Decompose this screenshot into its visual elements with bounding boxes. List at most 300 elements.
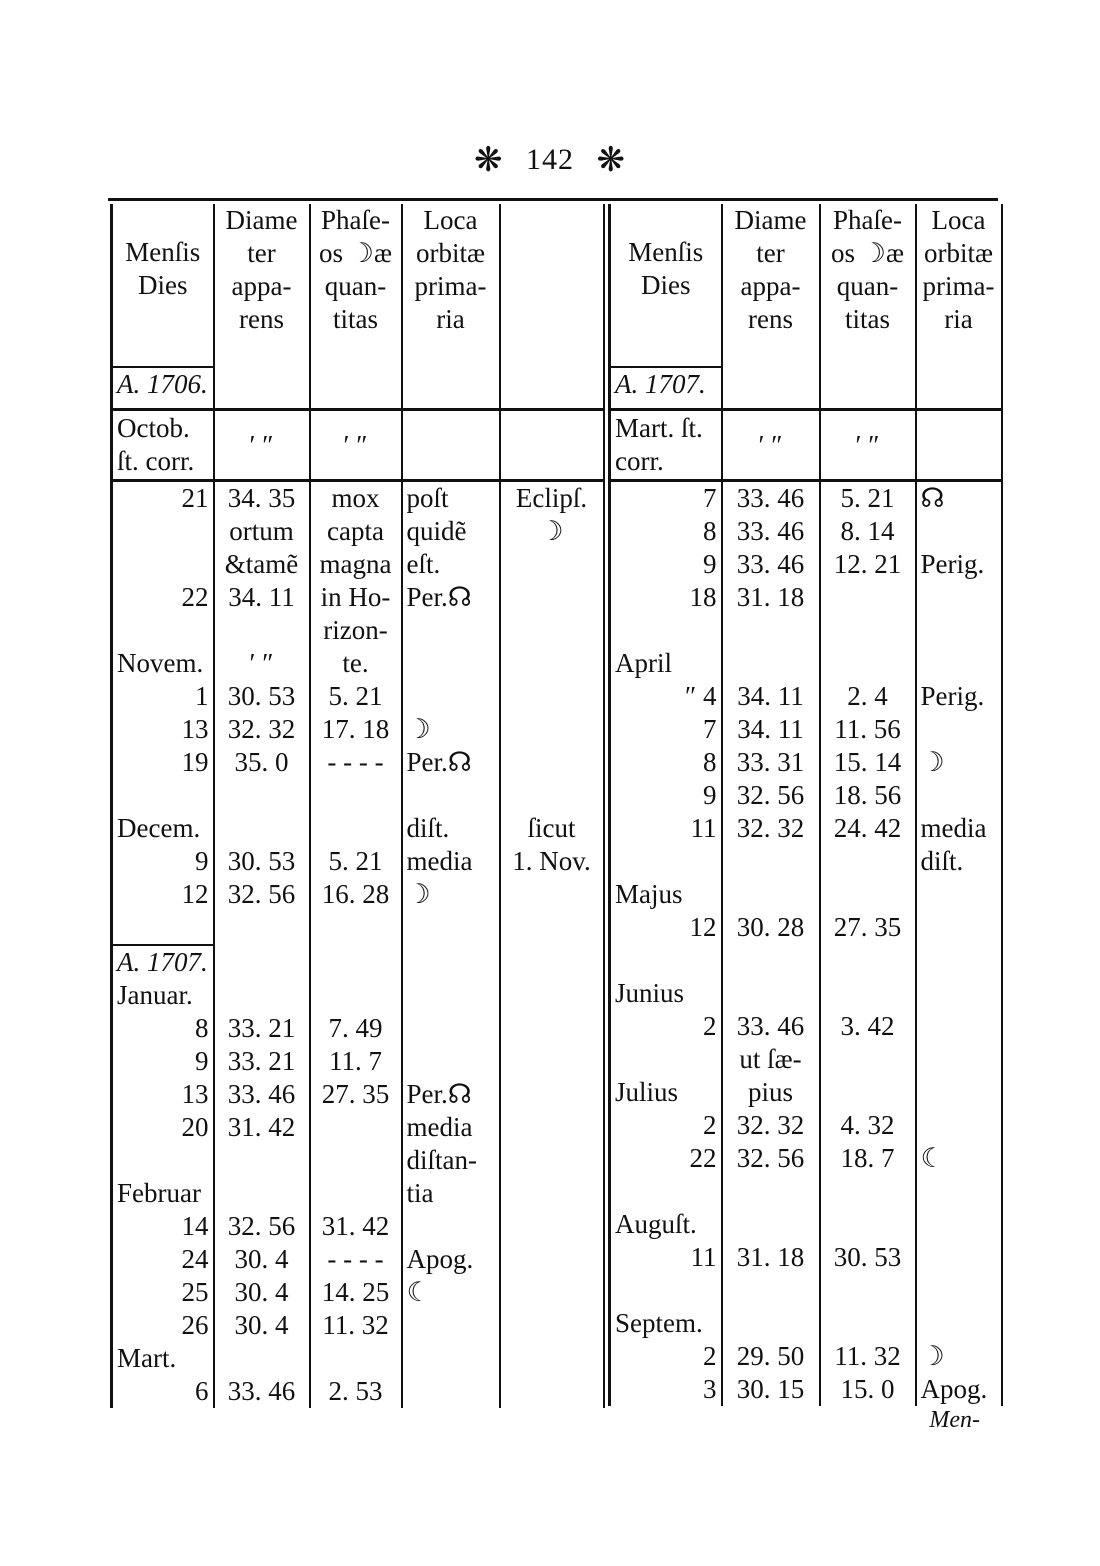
table-row	[112, 1243, 604, 1276]
day-cell: Decem.	[112, 812, 214, 845]
header-cell	[500, 204, 604, 367]
table-row	[610, 1307, 1002, 1340]
day-cell: 11	[610, 1241, 722, 1274]
orbit-location-cell: Perig.	[916, 548, 1002, 581]
phase-cell	[310, 1342, 402, 1375]
note-cell	[500, 1276, 604, 1309]
diameter-cell: 30. 4	[214, 1276, 310, 1309]
diameter-cell	[214, 779, 310, 812]
day-cell: Januar.	[112, 979, 214, 1012]
day-cell	[610, 1043, 722, 1076]
orbit-location-cell	[916, 1175, 1002, 1208]
table-row	[610, 1076, 1002, 1109]
orbit-location-cell	[402, 614, 500, 647]
day-cell	[112, 548, 214, 581]
diameter-cell: 32. 32	[214, 713, 310, 746]
phase-cell: te.	[310, 647, 402, 680]
orbit-location-cell	[916, 1010, 1002, 1043]
phase-cell: 11. 32	[310, 1309, 402, 1342]
diameter-cell: 30. 28	[722, 911, 820, 944]
orbit-location-cell	[916, 1043, 1002, 1076]
units-mark: ′ ″	[722, 410, 820, 481]
diameter-cell: 31. 18	[722, 1241, 820, 1274]
units-mark: ′ ″	[310, 410, 402, 481]
diameter-cell	[722, 1175, 820, 1208]
day-cell: 21	[112, 481, 214, 516]
diameter-cell: 33. 46	[722, 1010, 820, 1043]
table-row	[112, 1012, 604, 1045]
note-cell	[500, 1144, 604, 1177]
table-row	[112, 1078, 604, 1111]
diameter-cell: 32. 56	[214, 1210, 310, 1243]
day-cell: 18	[610, 581, 722, 614]
header-cell: Diame ter appa- rens	[722, 204, 820, 367]
orbit-location-cell	[916, 1274, 1002, 1307]
phase-cell: 14. 25	[310, 1276, 402, 1309]
diameter-cell: 34. 35	[214, 481, 310, 516]
note-cell	[500, 614, 604, 647]
page-header	[0, 140, 1100, 180]
table-row	[610, 647, 1002, 680]
diameter-cell: 33. 21	[214, 1012, 310, 1045]
orbit-location-cell	[916, 581, 1002, 614]
day-cell	[610, 845, 722, 878]
orbit-location-cell	[402, 1210, 500, 1243]
table-row	[610, 1373, 1002, 1406]
units-row	[112, 410, 604, 481]
note-cell	[500, 1012, 604, 1045]
phase-cell: 2. 53	[310, 1375, 402, 1408]
table-row	[112, 746, 604, 779]
note-cell	[500, 779, 604, 812]
phase-cell: 18. 7	[820, 1142, 916, 1175]
orbit-location-cell: ☾	[402, 1276, 500, 1309]
note-cell	[500, 647, 604, 680]
orbit-location-cell	[402, 779, 500, 812]
phase-cell	[820, 1076, 916, 1109]
table-row	[610, 1142, 1002, 1175]
orbit-location-cell	[916, 1307, 1002, 1340]
note-cell	[500, 1111, 604, 1144]
table-row	[610, 515, 1002, 548]
orbit-location-cell	[402, 1342, 500, 1375]
orbit-location-cell	[916, 1076, 1002, 1109]
table-row	[112, 845, 604, 878]
orbit-location-cell: diſtan-	[402, 1144, 500, 1177]
day-cell: 7	[610, 481, 722, 516]
orbit-location-cell	[916, 878, 1002, 911]
orbit-location-cell: Apog.	[402, 1243, 500, 1276]
day-cell: 9	[112, 1045, 214, 1078]
table-row	[610, 944, 1002, 977]
diameter-cell	[214, 1144, 310, 1177]
note-cell	[500, 1210, 604, 1243]
day-cell: Septem.	[610, 1307, 722, 1340]
table-row	[610, 1175, 1002, 1208]
diameter-cell: 31. 42	[214, 1111, 310, 1144]
phase-cell: 30. 53	[820, 1241, 916, 1274]
phase-cell: 24. 42	[820, 812, 916, 845]
orbit-location-cell: ☽	[402, 878, 500, 911]
day-cell: 20	[112, 1111, 214, 1144]
orbit-location-cell	[916, 647, 1002, 680]
diameter-cell: 34. 11	[722, 713, 820, 746]
diameter-cell: 30. 53	[214, 680, 310, 713]
day-cell: 13	[112, 1078, 214, 1111]
day-cell: 9	[610, 779, 722, 812]
day-cell	[112, 911, 214, 945]
orbit-location-cell: media	[402, 845, 500, 878]
phase-cell: 5. 21	[310, 680, 402, 713]
day-cell	[112, 614, 214, 647]
header-row	[112, 204, 604, 367]
orbit-location-cell: eſt.	[402, 548, 500, 581]
year-row	[610, 367, 1002, 410]
header-cell: Menſis Dies	[112, 204, 214, 367]
table-row	[610, 1274, 1002, 1307]
orbit-location-cell	[402, 945, 500, 979]
table-row	[112, 1309, 604, 1342]
phase-cell: 8. 14	[820, 515, 916, 548]
note-cell	[500, 548, 604, 581]
phase-cell: 27. 35	[820, 911, 916, 944]
header-cell: Diame ter appa- rens	[214, 204, 310, 367]
phase-cell: 11. 32	[820, 1340, 916, 1373]
table-row	[112, 1177, 604, 1210]
diameter-cell	[722, 878, 820, 911]
diameter-cell: ortum	[214, 515, 310, 548]
note-cell	[500, 680, 604, 713]
day-cell: ″ 4	[610, 680, 722, 713]
orbit-location-cell	[402, 1012, 500, 1045]
units-label: Octob. ſt. corr.	[112, 410, 214, 481]
day-cell: 22	[610, 1142, 722, 1175]
header-cell: Phaſe- os ☽æ quan- titas	[310, 204, 402, 367]
phase-cell	[820, 845, 916, 878]
table-row	[610, 977, 1002, 1010]
note-cell	[500, 1342, 604, 1375]
table-row	[610, 845, 1002, 878]
table-row	[112, 1045, 604, 1078]
day-cell: 11	[610, 812, 722, 845]
orbit-location-cell: ☽	[916, 1340, 1002, 1373]
table-row	[112, 581, 604, 614]
day-cell: Majus	[610, 878, 722, 911]
phase-cell: 2. 4	[820, 680, 916, 713]
orbit-location-cell: ☾	[916, 1142, 1002, 1175]
day-cell: 24	[112, 1243, 214, 1276]
right-ephemeris-table	[608, 204, 1003, 1406]
orbit-location-cell: Per.☊	[402, 1078, 500, 1111]
phase-cell	[310, 1111, 402, 1144]
diameter-cell: 33. 46	[214, 1375, 310, 1408]
diameter-cell: 33. 46	[214, 1078, 310, 1111]
note-cell	[500, 945, 604, 979]
orbit-location-cell	[916, 911, 1002, 944]
day-cell: 9	[112, 845, 214, 878]
right-table-body	[610, 481, 1002, 1407]
day-cell: 12	[610, 911, 722, 944]
note-cell	[500, 979, 604, 1012]
catchword: Men-	[929, 1407, 980, 1433]
diameter-cell: &tamẽ	[214, 548, 310, 581]
diameter-cell	[214, 979, 310, 1012]
note-cell: 1. Nov.	[500, 845, 604, 878]
day-cell	[112, 779, 214, 812]
orbit-location-cell	[916, 1109, 1002, 1142]
table-row	[610, 911, 1002, 944]
table-row	[112, 979, 604, 1012]
note-cell	[500, 1375, 604, 1408]
table-row	[610, 713, 1002, 746]
phase-cell: 15. 14	[820, 746, 916, 779]
diameter-cell: 32. 56	[722, 1142, 820, 1175]
day-cell: Junius	[610, 977, 722, 1010]
header-cell: Phaſe- os ☽æ quan- titas	[820, 204, 916, 367]
table-row	[610, 746, 1002, 779]
units-label: Mart. ſt. corr.	[610, 410, 722, 481]
phase-cell	[310, 779, 402, 812]
day-cell: Auguſt.	[610, 1208, 722, 1241]
day-cell: 1	[112, 680, 214, 713]
orbit-location-cell: media	[916, 812, 1002, 845]
day-cell: 3	[610, 1373, 722, 1406]
phase-cell	[310, 1177, 402, 1210]
orbit-location-cell: Perig.	[916, 680, 1002, 713]
phase-cell: in Ho-	[310, 581, 402, 614]
orbit-location-cell: ☊	[916, 481, 1002, 516]
orbit-location-cell: poſt	[402, 481, 500, 516]
diameter-cell	[214, 614, 310, 647]
table-row	[112, 1375, 604, 1408]
phase-cell	[310, 1144, 402, 1177]
table-row	[112, 481, 604, 516]
phase-cell	[820, 581, 916, 614]
table-row	[610, 1241, 1002, 1274]
phase-cell	[820, 977, 916, 1010]
day-cell: 7	[610, 713, 722, 746]
diameter-cell: 30. 15	[722, 1373, 820, 1406]
table-row	[610, 812, 1002, 845]
diameter-cell: ′ ″	[214, 647, 310, 680]
orbit-location-cell: ☽	[402, 713, 500, 746]
note-cell	[500, 746, 604, 779]
orbit-location-cell: media	[402, 1111, 500, 1144]
diameter-cell	[722, 845, 820, 878]
day-cell: 19	[112, 746, 214, 779]
diameter-cell: 31. 18	[722, 581, 820, 614]
diameter-cell: 32. 32	[722, 1109, 820, 1142]
header-cell: Loca orbitæ prima- ria	[916, 204, 1002, 367]
day-cell: 12	[112, 878, 214, 911]
note-cell: Eclipſ.	[500, 481, 604, 516]
table-row	[610, 581, 1002, 614]
diameter-cell	[214, 945, 310, 979]
note-cell	[500, 1078, 604, 1111]
orbit-location-cell: tia	[402, 1177, 500, 1210]
diameter-cell: 33. 46	[722, 548, 820, 581]
orbit-location-cell	[916, 944, 1002, 977]
diameter-cell: 35. 0	[214, 746, 310, 779]
phase-cell	[310, 945, 402, 979]
phase-cell: 11. 7	[310, 1045, 402, 1078]
phase-cell: 5. 21	[310, 845, 402, 878]
phase-cell: 4. 32	[820, 1109, 916, 1142]
day-cell: 9	[610, 548, 722, 581]
diameter-cell: 33. 46	[722, 481, 820, 516]
phase-cell	[310, 979, 402, 1012]
left-table-body	[112, 481, 604, 1409]
day-cell: Novem.	[112, 647, 214, 680]
diameter-cell: 32. 56	[214, 878, 310, 911]
diameter-cell	[214, 1177, 310, 1210]
phase-cell: - - - -	[310, 746, 402, 779]
day-cell: 6	[112, 1375, 214, 1408]
table-row	[112, 1111, 604, 1144]
table-row	[610, 779, 1002, 812]
orbit-location-cell	[916, 614, 1002, 647]
day-cell: Februar	[112, 1177, 214, 1210]
day-cell	[610, 1175, 722, 1208]
phase-cell	[820, 1274, 916, 1307]
orbit-location-cell	[402, 1375, 500, 1408]
note-cell	[500, 911, 604, 945]
diameter-cell	[722, 1274, 820, 1307]
table-row	[112, 713, 604, 746]
day-cell	[112, 1144, 214, 1177]
table-row	[112, 647, 604, 680]
year-label: A. 1706.	[112, 367, 214, 410]
phase-cell	[310, 812, 402, 845]
table-row	[112, 1276, 604, 1309]
phase-cell	[820, 878, 916, 911]
note-cell	[500, 1045, 604, 1078]
day-cell	[112, 515, 214, 548]
table-row	[610, 481, 1002, 516]
table-row	[112, 614, 604, 647]
table-row	[112, 878, 604, 911]
orbit-location-cell	[916, 977, 1002, 1010]
orbit-location-cell: Apog.	[916, 1373, 1002, 1406]
note-cell: ſicut	[500, 812, 604, 845]
diameter-cell	[722, 1307, 820, 1340]
phase-cell: 27. 35	[310, 1078, 402, 1111]
table-row	[610, 1043, 1002, 1076]
day-cell: 2	[610, 1109, 722, 1142]
note-cell	[500, 1309, 604, 1342]
table-row	[610, 1010, 1002, 1043]
orbit-location-cell	[402, 979, 500, 1012]
phase-cell: capta	[310, 515, 402, 548]
diameter-cell	[722, 614, 820, 647]
page-number: 142	[526, 143, 574, 176]
diameter-cell	[722, 944, 820, 977]
orbit-location-cell: diſt.	[916, 845, 1002, 878]
day-cell: A. 1707.	[112, 945, 214, 979]
header-row	[610, 204, 1002, 367]
phase-cell	[820, 1208, 916, 1241]
phase-cell: 17. 18	[310, 713, 402, 746]
note-cell: ☽	[500, 515, 604, 548]
day-cell: 25	[112, 1276, 214, 1309]
diameter-cell: 30. 4	[214, 1243, 310, 1276]
diameter-cell: 32. 56	[722, 779, 820, 812]
orbit-location-cell	[402, 911, 500, 945]
phase-cell	[820, 1307, 916, 1340]
day-cell	[610, 614, 722, 647]
table-row	[112, 779, 604, 812]
orbit-location-cell	[402, 1045, 500, 1078]
day-cell: 26	[112, 1309, 214, 1342]
phase-cell	[310, 911, 402, 945]
phase-cell: 11. 56	[820, 713, 916, 746]
note-cell	[500, 1243, 604, 1276]
diameter-cell: 30. 4	[214, 1309, 310, 1342]
header-cell: Menſis Dies	[610, 204, 722, 367]
day-cell	[610, 1274, 722, 1307]
diameter-cell	[214, 812, 310, 845]
orbit-location-cell: Per.☊	[402, 581, 500, 614]
diameter-cell	[722, 977, 820, 1010]
table-row	[112, 911, 604, 945]
day-cell: Julius	[610, 1076, 722, 1109]
day-cell: 8	[610, 746, 722, 779]
phase-cell: 15. 0	[820, 1373, 916, 1406]
phase-cell: - - - -	[310, 1243, 402, 1276]
orbit-location-cell	[916, 779, 1002, 812]
diameter-cell: 30. 53	[214, 845, 310, 878]
table-row	[112, 812, 604, 845]
day-cell: 2	[610, 1340, 722, 1373]
phase-cell	[820, 1043, 916, 1076]
diameter-cell: 33. 21	[214, 1045, 310, 1078]
flower-ornament-icon: ❋	[596, 142, 626, 179]
table-row	[610, 680, 1002, 713]
phase-cell: 18. 56	[820, 779, 916, 812]
diameter-cell: 32. 32	[722, 812, 820, 845]
phase-cell: 5. 21	[820, 481, 916, 516]
orbit-location-cell	[916, 515, 1002, 548]
units-mark: ′ ″	[214, 410, 310, 481]
header-cell: Loca orbitæ prima- ria	[402, 204, 500, 367]
day-cell	[610, 944, 722, 977]
phase-cell: 31. 42	[310, 1210, 402, 1243]
phase-cell	[820, 944, 916, 977]
orbit-location-cell: ☽	[916, 746, 1002, 779]
orbit-location-cell	[402, 647, 500, 680]
table-row	[112, 1144, 604, 1177]
table-row	[112, 515, 604, 548]
table-row	[112, 548, 604, 581]
table-row	[112, 1342, 604, 1375]
diameter-cell	[722, 1208, 820, 1241]
day-cell: 2	[610, 1010, 722, 1043]
diameter-cell: 34. 11	[214, 581, 310, 614]
phase-cell: 7. 49	[310, 1012, 402, 1045]
phase-cell: rizon-	[310, 614, 402, 647]
orbit-location-cell: quidẽ	[402, 515, 500, 548]
table-row	[610, 1340, 1002, 1373]
phase-cell	[820, 647, 916, 680]
top-rule	[108, 198, 998, 201]
left-ephemeris-table	[110, 204, 605, 1408]
table-row	[610, 1109, 1002, 1142]
table-row	[112, 1210, 604, 1243]
note-cell	[500, 581, 604, 614]
orbit-location-cell: Per.☊	[402, 746, 500, 779]
phase-cell	[820, 614, 916, 647]
orbit-location-cell	[402, 680, 500, 713]
